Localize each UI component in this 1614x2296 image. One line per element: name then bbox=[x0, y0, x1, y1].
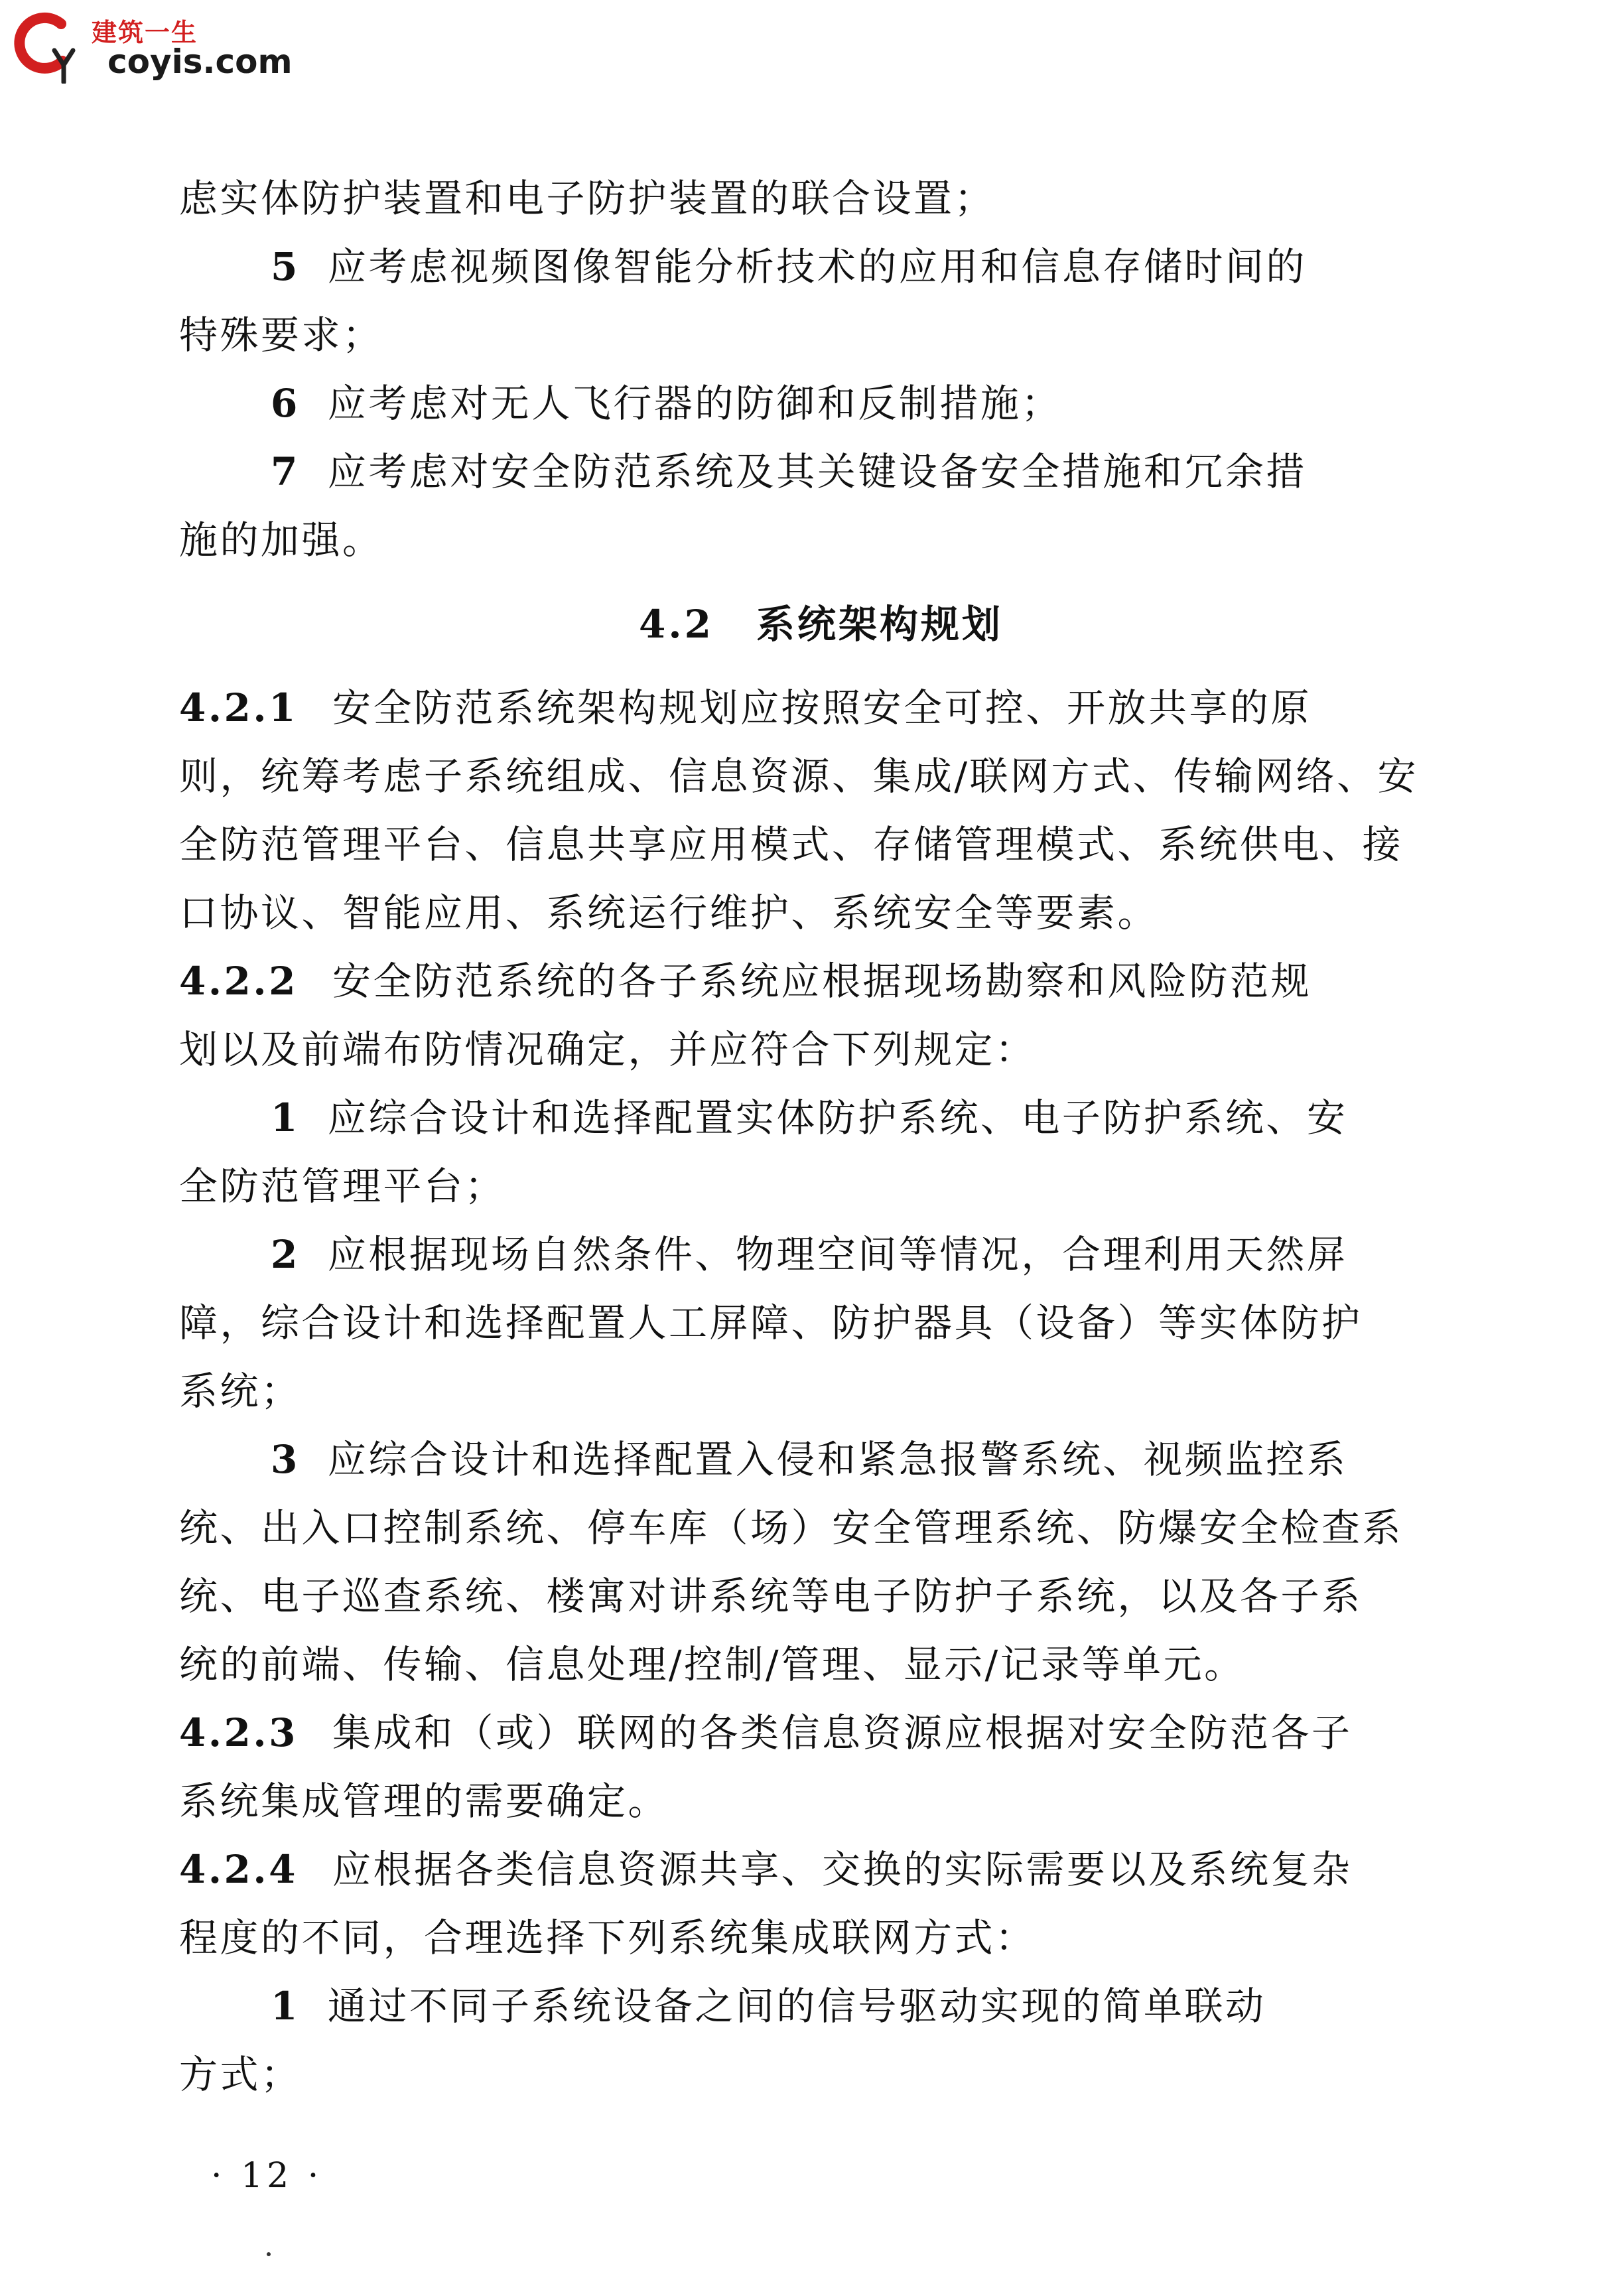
text-line bbox=[179, 1631, 1463, 1699]
line-text: 施的加强。 bbox=[179, 517, 383, 563]
watermark-domain: coyis.com bbox=[107, 42, 293, 81]
text-line bbox=[179, 1699, 1463, 1767]
text-line bbox=[179, 1357, 1463, 1426]
text-line bbox=[179, 301, 1463, 370]
item-number: 1 bbox=[271, 1984, 300, 2029]
paragraph bbox=[179, 438, 1463, 574]
line-text: 应考虑视频图像智能分析技术的应用和信息存储时间的 bbox=[327, 244, 1307, 289]
watermark-site-name: 建筑一生 bbox=[92, 18, 198, 47]
line-text: 虑实体防护装置和电子防护装置的联合设置； bbox=[179, 176, 996, 221]
line-text: 系统； bbox=[179, 1369, 302, 1414]
paragraph bbox=[179, 674, 1463, 947]
clause-number: 4.2.4 bbox=[179, 1847, 298, 1892]
line-text: 应考虑对无人飞行器的防御和反制措施； bbox=[327, 381, 1062, 426]
text-line bbox=[179, 674, 1463, 742]
text-line bbox=[179, 1016, 1463, 1084]
text-line bbox=[179, 811, 1463, 879]
section-heading bbox=[179, 574, 1463, 674]
paragraph bbox=[179, 1084, 1463, 1221]
text-line bbox=[179, 1221, 1463, 1289]
item-number: 3 bbox=[271, 1437, 300, 1482]
coyis-logo-icon bbox=[7, 4, 86, 84]
line-text: 程度的不同，合理选择下列系统集成联网方式： bbox=[179, 1915, 1036, 1960]
text-line bbox=[179, 1152, 1463, 1221]
text-line bbox=[179, 1562, 1463, 1631]
line-text: 全防范管理平台； bbox=[179, 1164, 506, 1209]
line-text: 统、出入口控制系统、停车库（场）安全管理系统、防爆安全检查系 bbox=[179, 1505, 1404, 1550]
line-text: 划以及前端布防情况确定，并应符合下列规定： bbox=[179, 1027, 1036, 1072]
heading-number: 4.2 bbox=[639, 602, 714, 647]
line-text: 应考虑对安全防范系统及其关键设备安全措施和冗余措 bbox=[327, 449, 1307, 494]
text-line bbox=[179, 370, 1463, 438]
line-text: 应综合设计和选择配置入侵和紧急报警系统、视频监控系 bbox=[327, 1437, 1348, 1482]
text-line bbox=[179, 233, 1463, 301]
text-line bbox=[179, 742, 1463, 811]
text-line bbox=[179, 1426, 1463, 1494]
item-number: 2 bbox=[271, 1232, 300, 1277]
text-line bbox=[179, 1767, 1463, 1836]
text-line bbox=[179, 165, 1463, 233]
page-number: 12 bbox=[241, 2156, 293, 2196]
document-body bbox=[179, 165, 1463, 2109]
line-text: 障，综合设计和选择配置人工屏障、防护器具（设备）等实体防护 bbox=[179, 1300, 1363, 1345]
line-text: 全防范管理平台、信息共享应用模式、存储管理模式、系统供电、接 bbox=[179, 822, 1404, 867]
page-footer: · 12 · bbox=[211, 2156, 323, 2196]
line-text: 通过不同子系统设备之间的信号驱动实现的简单联动 bbox=[327, 1984, 1266, 2029]
paragraph bbox=[179, 370, 1463, 438]
text-line bbox=[179, 1904, 1463, 1972]
watermark bbox=[7, 4, 293, 90]
line-text: 集成和（或）联网的各类信息资源应根据对安全防范各子 bbox=[332, 1710, 1353, 1755]
paragraph bbox=[179, 1836, 1463, 1972]
text-line bbox=[179, 2041, 1463, 2109]
line-text: 安全防范系统架构规划应按照安全可控、开放共享的原 bbox=[332, 685, 1311, 730]
text-line bbox=[179, 1494, 1463, 1562]
paragraph bbox=[179, 233, 1463, 370]
item-number: 7 bbox=[271, 449, 300, 494]
paragraph bbox=[179, 165, 1463, 233]
item-number: 5 bbox=[271, 244, 300, 289]
paragraph bbox=[179, 947, 1463, 1084]
text-line bbox=[179, 1289, 1463, 1357]
text-line bbox=[179, 506, 1463, 574]
line-text: 应根据现场自然条件、物理空间等情况，合理利用天然屏 bbox=[327, 1232, 1348, 1277]
line-text: 应综合设计和选择配置实体防护系统、电子防护系统、安 bbox=[327, 1095, 1348, 1140]
line-text: 口协议、智能应用、系统运行维护、系统安全等要素。 bbox=[179, 890, 1159, 935]
line-text: 方式； bbox=[179, 2052, 302, 2097]
text-line bbox=[179, 947, 1463, 1016]
item-number: 6 bbox=[271, 381, 300, 426]
paragraph bbox=[179, 1221, 1463, 1426]
line-text: 系统集成管理的需要确定。 bbox=[179, 1779, 669, 1824]
clause-number: 4.2.2 bbox=[179, 959, 298, 1004]
paragraph bbox=[179, 1699, 1463, 1836]
paragraph bbox=[179, 1972, 1463, 2109]
clause-number: 4.2.3 bbox=[179, 1710, 298, 1755]
footer-dot bbox=[267, 2252, 271, 2256]
text-line bbox=[179, 1084, 1463, 1152]
clause-number: 4.2.1 bbox=[179, 685, 298, 730]
line-text: 应根据各类信息资源共享、交换的实际需要以及系统复杂 bbox=[332, 1847, 1353, 1892]
line-text: 特殊要求； bbox=[179, 312, 383, 358]
paragraph bbox=[179, 1426, 1463, 1699]
heading-title: 系统架构规划 bbox=[756, 602, 1003, 647]
text-line bbox=[179, 1972, 1463, 2041]
item-number: 1 bbox=[271, 1095, 300, 1140]
text-line bbox=[179, 1836, 1463, 1904]
line-text: 统、电子巡查系统、楼寓对讲系统等电子防护子系统，以及各子系 bbox=[179, 1574, 1363, 1619]
line-text: 则，统筹考虑子系统组成、信息资源、集成/联网方式、传输网络、安 bbox=[179, 754, 1419, 799]
line-text: 统的前端、传输、信息处理/控制/管理、显示/记录等单元。 bbox=[179, 1642, 1245, 1687]
line-text: 安全防范系统的各子系统应根据现场勘察和风险防范规 bbox=[332, 959, 1311, 1004]
text-line bbox=[179, 879, 1463, 947]
text-line bbox=[179, 438, 1463, 506]
